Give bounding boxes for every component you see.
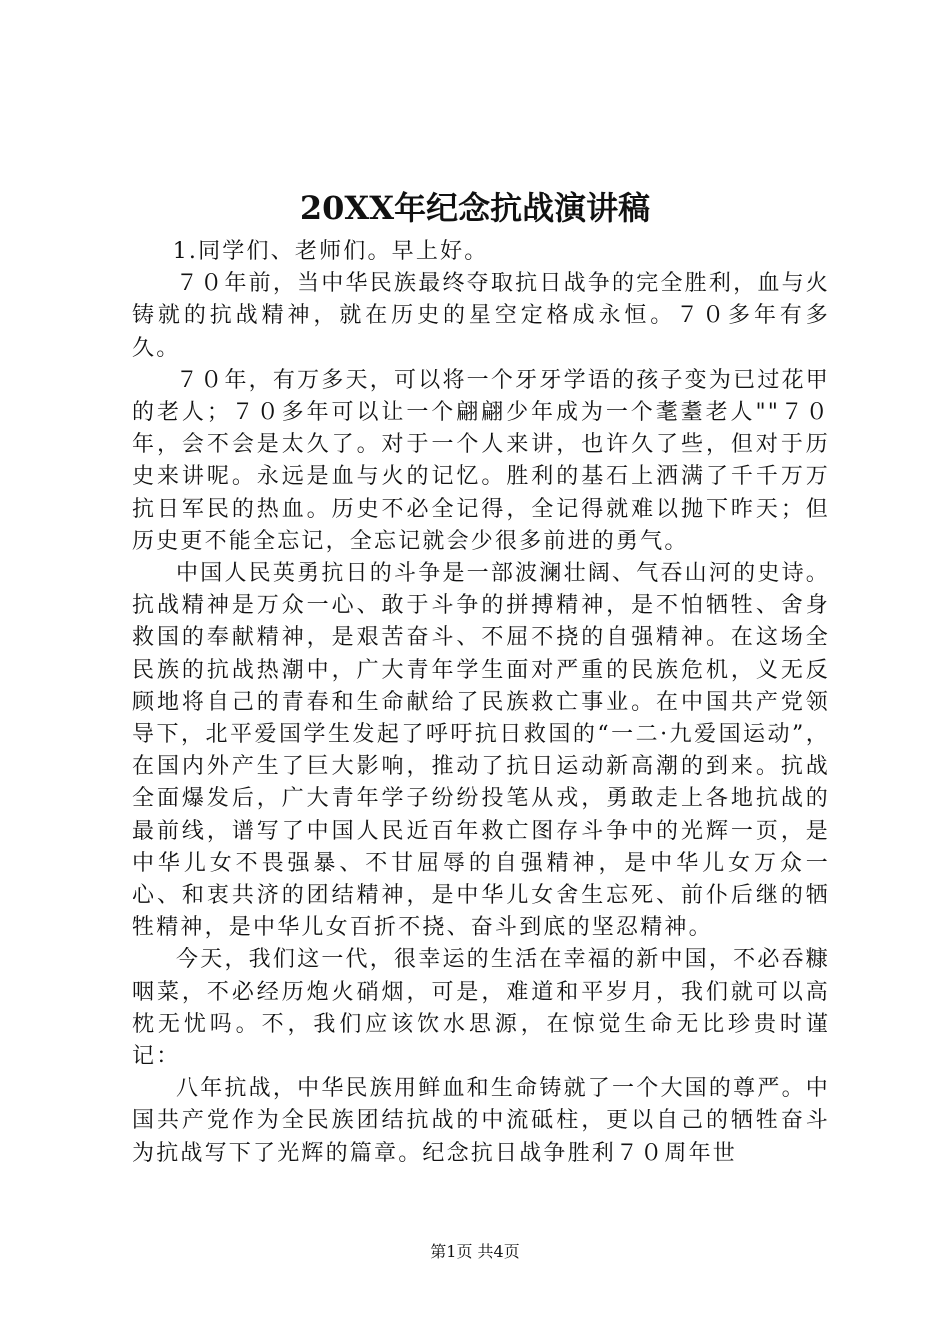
page-number-footer: 第1页 共4页 [430,1242,520,1261]
paragraph-3: ７０年，有万多天，可以将一个牙牙学语的孩子变为已过花甲的老人；７０多年可以让一个翩翩少年成为一个耄耋老人""７０年，会不会是太久了。对于一个人来讲，也许久了些，但对于历史来讲呢。永远是血与火的记忆。胜利的基石上洒满了千千万万抗日军民的热血。历史不必全记得，全记得就难以抛下昨天；但历史更不能全忘记，全忘记就会少很多前进的勇气。 [132,367,830,554]
document-body [132,236,830,1170]
paragraph-5: 今天，我们这一代，很幸运的生活在幸福的新中国，不必吞糠咽菜，不必经历炮火硝烟，可是，难道和平岁月，我们就可以高枕无忧吗。不，我们应该饮水思源，在惊觉生命无比珍贵时谨记： [132,947,830,1070]
paragraph-2: ７０年前，当中华民族最终夺取抗日战争的完全胜利，血与火铸就的抗战精神，就在历史的星空定格成永恒。７０多年有多久。 [132,271,830,361]
paragraph-4: 中国人民英勇抗日的斗争是一部波澜壮阔、气吞山河的史诗。抗战精神是万众一心、敢于斗争的拼搏精神，是不怕牺牲、舍身救国的奉献精神，是艰苦奋斗、不屈不挠的自强精神。在这场全民族的抗战热潮中，广大青年学生面对严重的民族危机，义无反顾地将自己的青春和生命献给了民族救亡事业。在中国共产党领导下，北平爱国学生发起了呼吁抗日救国的“一二·九爱国运动”，在国内外产生了巨大影响，推动了抗日运动新高潮的到来。抗战全面爆发后，广大青年学子纷纷投笔从戎，勇敢走上各地抗战的最前线，谱写了中国人民近百年救亡图存斗争中的光辉一页，是中华儿女不畏强暴、不甘屈辱的自强精神，是中华儿女万众一心、和衷共济的团结精神，是中华儿女舍生忘死、前仆后继的牺牲精神，是中华儿女百折不挠、奋斗到底的坚忍精神。 [132,561,830,941]
paragraph-6: 八年抗战，中华民族用鲜血和生命铸就了一个大国的尊严。中国共产党作为全民族团结抗战的中流砥柱，更以自己的牺牲奋斗为抗战写下了光辉的篇章。纪念抗日战争胜利７０周年世 [132,1076,830,1166]
paragraph-1: 1.同学们、老师们。早上好。 [172,239,489,264]
document-title: 20XX年纪念抗战演讲稿 [299,189,651,227]
